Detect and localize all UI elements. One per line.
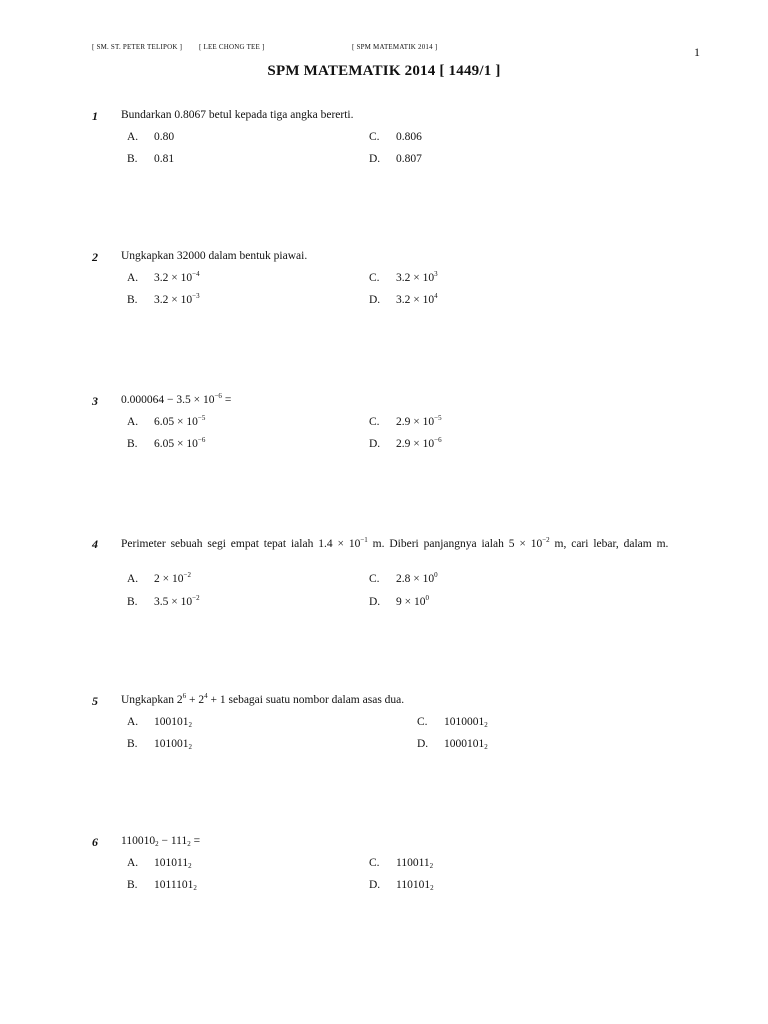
option-c[interactable]: C. $2.9 \times 10^{-5}$ xyxy=(369,414,442,428)
option-b[interactable]: B. $3.5 \times 10^{-2}$ xyxy=(127,594,200,608)
page-number: 1 xyxy=(694,45,700,59)
question-text: $110010_2 - 111_2$ = xyxy=(121,835,201,848)
question-text: Bundarkan 0.8067 betul kepada tiga angka bererti. xyxy=(121,109,354,121)
option-d[interactable]: D. $2.9 \times 10^{-6}$ xyxy=(369,436,442,450)
option-a[interactable]: A. $101011_2$ xyxy=(127,857,192,870)
option-d[interactable]: D. $1000101_2$ xyxy=(417,738,488,751)
option-c[interactable]: C. 0.806 xyxy=(369,131,422,143)
option-a[interactable]: A. 0.80 xyxy=(127,131,175,143)
header-author: [ LEE CHONG TEE ] xyxy=(199,43,265,51)
question-number: 2 xyxy=(92,250,98,264)
option-a[interactable]: A. $2 \times 10^{-2}$ xyxy=(127,571,191,585)
option-b[interactable]: B. $101001_2$ xyxy=(127,738,192,751)
option-c[interactable]: C. $1010001_2$ xyxy=(417,716,488,729)
option-c[interactable]: C. $2.8 \times 10^0$ xyxy=(369,571,438,585)
page-title: SPM MATEMATIK 2014 [ 1449/1 ] xyxy=(267,63,501,79)
question-text: $0.000064 - 3.5 \times 10^{-6}$ = xyxy=(121,392,232,406)
option-d[interactable]: D. 0.807 xyxy=(369,153,422,165)
option-c[interactable]: C. $110011_2$ xyxy=(369,857,434,870)
option-b[interactable]: B. 0.81 xyxy=(127,153,175,165)
option-a[interactable]: A. $6.05 \times 10^{-5}$ xyxy=(127,414,206,428)
question-number: 6 xyxy=(92,835,98,849)
question-text: Ungkapkan 32000 dalam bentuk piawai. xyxy=(121,250,308,262)
option-d[interactable]: D. $9 \times 10^0$ xyxy=(369,594,429,608)
question-number: 1 xyxy=(92,109,98,123)
question-number: 5 xyxy=(92,694,98,708)
option-c[interactable]: C. $3.2 \times 10^3$ xyxy=(369,270,438,284)
option-a[interactable]: A. $3.2 \times 10^{-4}$ xyxy=(127,270,200,284)
option-b[interactable]: B. $6.05 \times 10^{-6}$ xyxy=(127,436,206,450)
question-number: 3 xyxy=(92,394,98,408)
question-text: Ungkapkan $2^6 + 2^4 + 1$ sebagai suatu nombor dalam asas dua. xyxy=(121,692,405,706)
option-d[interactable]: D. $3.2 \times 10^4$ xyxy=(369,292,438,306)
option-b[interactable]: B. $3.2 \times 10^{-3}$ xyxy=(127,292,200,306)
option-b[interactable]: B. $1011101_2$ xyxy=(127,879,197,892)
question-text: Perimeter sebuah segi empat tepat ialah $1.4 \times 10^{-1}$ m. Diberi panjangnya ialah $5 \times 10^{-2}$ m, cari lebar, dalam m. xyxy=(121,536,669,550)
header-school: [ SM. ST. PETER TELIPOK ] xyxy=(92,43,183,51)
option-a[interactable]: A. $100101_2$ xyxy=(127,716,192,729)
header-subject: [ SPM MATEMATIK 2014 ] xyxy=(352,43,438,51)
option-d[interactable]: D. $110101_2$ xyxy=(369,879,434,892)
question-number: 4 xyxy=(92,537,98,551)
